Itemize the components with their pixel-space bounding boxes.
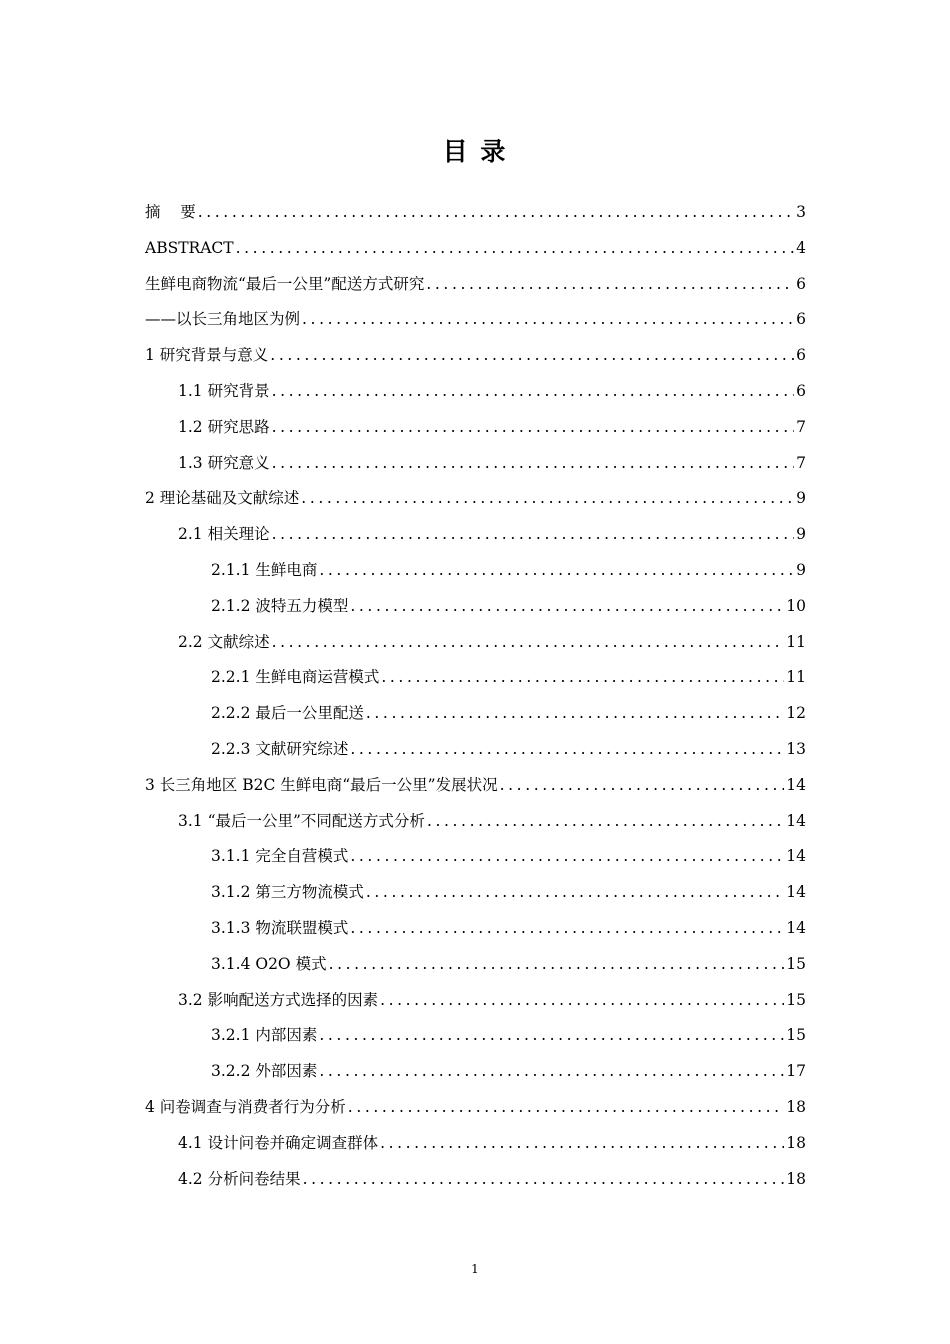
toc-entry-page-number: 18 <box>786 1098 806 1116</box>
toc-entry-page-number: 14 <box>786 811 806 830</box>
toc-entry[interactable] <box>211 838 806 874</box>
toc-entry-label: 3.1.3 物流联盟模式 <box>211 919 349 937</box>
toc-entry-label: 3.2.2 外部因素 <box>211 1062 318 1081</box>
toc-dot-leader <box>272 524 794 544</box>
toc-entry[interactable] <box>178 373 806 409</box>
toc-entry-label: 3.1.2 第三方物流模式 <box>211 883 364 902</box>
toc-entry-page-number: 7 <box>796 417 806 436</box>
toc-dot-leader <box>350 739 784 759</box>
toc-entry-label: 1.2 研究思路 <box>178 417 270 436</box>
toc-entry-label: 2.2.3 文献研究综述 <box>211 740 349 758</box>
toc-entry-page-number: 9 <box>796 489 806 508</box>
toc-entry-page-number: 7 <box>796 453 806 472</box>
toc-dot-leader <box>380 990 784 1010</box>
toc-entry-page-number: 14 <box>786 775 806 794</box>
toc-dot-leader <box>272 632 785 652</box>
toc-dot-leader <box>272 381 794 401</box>
toc-entry-page-number: 6 <box>796 346 806 365</box>
toc-dot-leader <box>301 488 794 508</box>
toc-entry-page-number: 15 <box>786 990 806 1009</box>
toc-dot-leader <box>272 417 794 437</box>
toc-entry-page-number: 14 <box>786 883 806 902</box>
toc-entry-page-number: 9 <box>796 525 806 544</box>
toc-entry[interactable] <box>178 803 806 839</box>
toc-dot-leader <box>319 1061 784 1081</box>
toc-entry[interactable] <box>211 552 806 588</box>
toc-dot-leader <box>319 1025 784 1045</box>
toc-dot-leader <box>270 345 794 365</box>
toc-entry-page-number: 17 <box>786 1062 806 1081</box>
toc-entry[interactable] <box>145 767 806 803</box>
toc-entry-page-number: 18 <box>786 1169 806 1188</box>
toc-title: 目 录 <box>442 137 508 166</box>
toc-entry-label: 3 长三角地区 B2C 生鲜电商“最后一公里”发展状况 <box>145 775 498 794</box>
toc-entry-label: 3.2 影响配送方式选择的因素 <box>178 990 379 1009</box>
toc-entry-page-number: 11 <box>786 632 806 651</box>
toc-dot-leader <box>348 1097 784 1117</box>
toc-entry-label: 3.1.1 完全自营模式 <box>211 847 349 866</box>
toc-entry[interactable] <box>211 588 806 624</box>
toc-entry-label: ABSTRACT <box>145 238 234 257</box>
toc-dot-leader <box>236 238 794 258</box>
toc-dot-leader <box>350 596 784 616</box>
toc-entry-label: 4.2 分析问卷结果 <box>178 1169 301 1188</box>
toc-entry[interactable] <box>145 230 806 266</box>
page-number-footer: 1 <box>471 1262 479 1276</box>
toc-entry-page-number: 15 <box>786 954 806 973</box>
toc-entry[interactable] <box>178 445 806 481</box>
toc-entry[interactable] <box>211 1053 806 1089</box>
toc-entry[interactable] <box>178 409 806 445</box>
toc-entry[interactable] <box>178 982 806 1018</box>
toc-entry-label: 1.3 研究意义 <box>178 453 270 472</box>
toc-entry[interactable] <box>178 1161 806 1197</box>
toc-entry[interactable] <box>211 1017 806 1053</box>
toc-dot-leader <box>426 274 794 294</box>
toc-entry-page-number: 13 <box>786 740 806 758</box>
toc-entry[interactable] <box>145 194 806 230</box>
toc-entry[interactable] <box>145 1089 806 1125</box>
toc-dot-leader <box>198 202 794 222</box>
toc-entry[interactable] <box>211 874 806 910</box>
toc-entry[interactable] <box>211 910 806 946</box>
toc-entry-page-number: 6 <box>796 382 806 400</box>
toc-entry-label: 4 问卷调查与消费者行为分析 <box>145 1098 346 1116</box>
toc-entry-page-number: 10 <box>786 596 806 615</box>
toc-entry-page-number: 14 <box>786 919 806 937</box>
toc-entry-page-number: 6 <box>796 310 806 329</box>
toc-dot-leader <box>302 309 794 329</box>
toc-dot-leader <box>380 1133 784 1153</box>
toc-entry-label: 1 研究背景与意义 <box>145 346 269 365</box>
toc-entry-page-number: 3 <box>796 203 806 221</box>
toc-dot-leader <box>350 846 784 866</box>
toc-entry[interactable] <box>211 659 806 695</box>
toc-entry[interactable] <box>211 731 806 767</box>
toc-dot-leader <box>427 811 784 831</box>
toc-entry[interactable] <box>178 516 806 552</box>
toc-dot-leader <box>329 954 785 974</box>
toc-dot-leader <box>366 703 784 723</box>
toc-dot-leader <box>350 918 784 938</box>
toc-entry[interactable] <box>145 337 806 373</box>
toc-entry-label: 2.1.1 生鲜电商 <box>211 561 318 579</box>
toc-entry-label: 2 理论基础及文献综述 <box>145 489 300 508</box>
toc-entry[interactable] <box>211 946 806 982</box>
toc-entry-page-number: 12 <box>786 704 806 723</box>
toc-entry-page-number: 18 <box>786 1133 806 1152</box>
toc-entry-page-number: 9 <box>796 561 806 579</box>
toc-entry-label: 2.1.2 波特五力模型 <box>211 596 349 615</box>
toc-entry[interactable] <box>145 480 806 516</box>
toc-entry[interactable] <box>178 624 806 660</box>
toc-entry-label: 生鲜电商物流“最后一公里”配送方式研究 <box>145 274 425 293</box>
toc-entry-page-number: 15 <box>786 1026 806 1045</box>
toc-dot-leader <box>366 882 784 902</box>
toc-entry-label: 3.2.1 内部因素 <box>211 1026 318 1045</box>
toc-entry-label: 2.2.2 最后一公里配送 <box>211 704 364 723</box>
toc-entry[interactable] <box>211 695 806 731</box>
toc-dot-leader <box>381 667 784 687</box>
toc-entry[interactable] <box>145 266 806 302</box>
toc-entry-label: 摘 要 <box>145 203 196 221</box>
toc-entry-label: 4.1 设计问卷并确定调查群体 <box>178 1133 379 1152</box>
toc-dot-leader <box>303 1169 785 1189</box>
toc-entry-label: 3.1.4 O2O 模式 <box>211 954 327 973</box>
toc-entry-page-number: 11 <box>786 668 806 687</box>
toc-dot-leader <box>319 560 794 580</box>
toc-entry-label: 2.1 相关理论 <box>178 525 270 544</box>
toc-entry-page-number: 4 <box>796 238 806 257</box>
toc-entry-label: 1.1 研究背景 <box>178 382 270 400</box>
toc-entry-label: 2.2.1 生鲜电商运营模式 <box>211 668 380 687</box>
toc-entry-label: 2.2 文献综述 <box>178 632 270 651</box>
toc-dot-leader <box>500 775 785 795</box>
toc-entry-page-number: 6 <box>796 274 806 293</box>
toc-entry[interactable] <box>178 1125 806 1161</box>
toc-entry-label: ——以长三角地区为例 <box>145 310 301 329</box>
toc-entry[interactable] <box>145 301 806 337</box>
toc-entry-page-number: 14 <box>786 847 806 866</box>
toc-dot-leader <box>272 453 794 473</box>
toc-entry-label: 3.1 “最后一公里”不同配送方式分析 <box>178 811 425 830</box>
